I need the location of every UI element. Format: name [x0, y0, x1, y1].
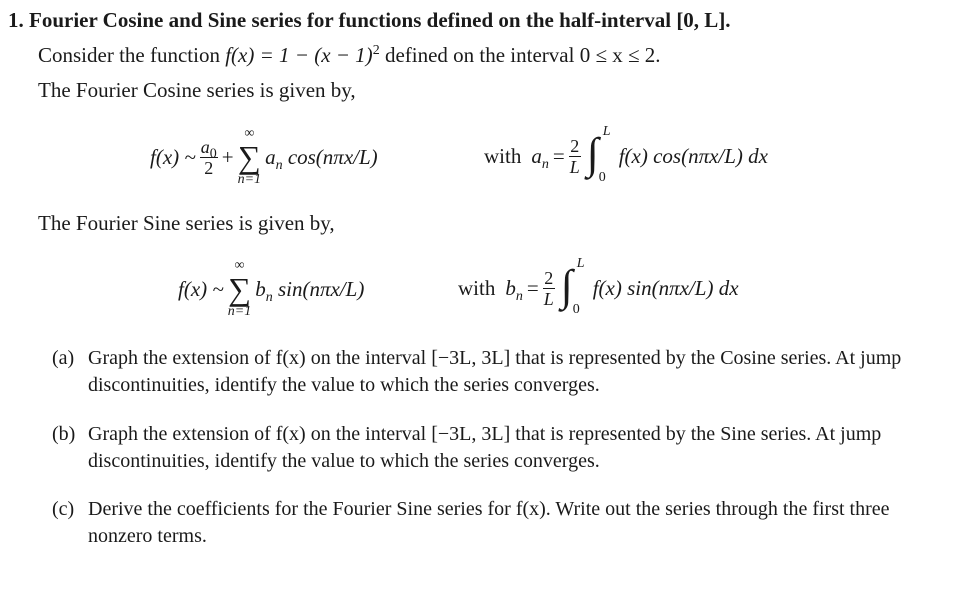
cosine-term-rest: cos(nπx/L): [287, 144, 378, 169]
part-b: [52, 421, 958, 475]
frac-num: 2: [570, 135, 580, 156]
cosine-summation: [238, 127, 261, 187]
problem-title-line: [8, 8, 731, 32]
sine-summation: [228, 259, 251, 319]
sine-series-equation: [176, 252, 366, 326]
sine-frac-den: L: [543, 288, 554, 309]
problem-title-interval: [0, L].: [676, 8, 731, 32]
problem-title: Fourier Cosine and Sine series for functions defined on the half-interval: [29, 8, 672, 32]
sum-upper-limit: ∞: [244, 126, 255, 141]
int-lower: 0: [598, 170, 606, 185]
cosine-coefficient-equation: [482, 118, 770, 194]
cosine-intro: The Fourier Cosine series is given by,: [38, 78, 356, 102]
part-b-label: (b): [52, 423, 76, 445]
bn-symbol: b: [255, 276, 266, 301]
a0-over-2: [200, 137, 218, 178]
sine-coefficient-equation: [456, 250, 741, 326]
sine-term-rest: sin(nπx/L): [277, 276, 365, 301]
coef-a: a: [531, 143, 542, 168]
sine-sum-lower: n=1: [227, 304, 252, 319]
sine-int-upper: L: [576, 256, 585, 271]
function-exponent: 2: [372, 43, 380, 58]
part-a: [52, 345, 958, 399]
sine-integrand: f(x) sin(nπx/L) dx: [592, 275, 739, 300]
a0-denominator: 2: [200, 157, 218, 178]
sine-intro: The Fourier Sine series is given by,: [38, 211, 335, 235]
cosine-term: [265, 144, 378, 173]
sine-int-lower: 0: [572, 302, 580, 317]
int-upper: L: [602, 124, 611, 139]
cosine-with: with: [484, 143, 522, 168]
coef-b: b: [505, 275, 516, 300]
cosine-coef: [531, 143, 549, 172]
plus-sign: +: [221, 144, 234, 169]
function-expression: f(x) = 1 − (x − 1): [225, 43, 373, 67]
two-over-L: [569, 136, 581, 177]
problem-number: 1.: [8, 8, 24, 32]
integral-icon: ∫ L 0: [560, 256, 585, 317]
bn-sub: n: [265, 289, 273, 305]
consider-text: Consider the function: [38, 43, 220, 67]
coef-b-sub: n: [515, 288, 523, 304]
coef-a-sub: n: [541, 156, 549, 172]
function-definition-line: [38, 43, 661, 67]
sine-frac-num: 2: [544, 267, 554, 288]
domain-text: defined on the interval 0 ≤ x ≤ 2.: [384, 43, 661, 67]
cosine-integrand: f(x) cos(nπx/L) dx: [618, 143, 768, 168]
part-a-text: Graph the extension of f(x) on the interval [−3L, 3L] that is represented by the Cosine series. At jump discontinuities, identify the value to which the series converges.: [88, 347, 902, 396]
frac-den: L: [569, 156, 580, 177]
part-c-label: (c): [52, 498, 75, 520]
sigma-icon: ∑: [237, 139, 261, 175]
part-c: [52, 496, 958, 550]
an-symbol: a: [265, 144, 276, 169]
sine-term: [255, 276, 365, 305]
sine-coef: [505, 275, 523, 304]
cosine-lhs: f(x) ~: [150, 144, 196, 169]
cosine-equals: =: [552, 143, 565, 168]
a0: a: [200, 136, 210, 157]
part-a-label: (a): [52, 347, 75, 369]
sine-sum-upper: ∞: [234, 258, 245, 273]
sigma-icon: ∑: [228, 271, 251, 307]
part-b-text: Graph the extension of f(x) on the interval [−3L, 3L] that is represented by the Sine series. At jump discontinuities, identify the value to which the series converges.: [88, 423, 882, 472]
a0-sub: 0: [209, 146, 217, 162]
integral-icon: ∫ L 0: [586, 124, 611, 185]
cosine-series-equation: [148, 120, 380, 194]
sine-two-over-L: [543, 268, 555, 309]
part-c-text: Derive the coefficients for the Fourier Sine series for f(x). Write out the series through the first three nonzero terms.: [88, 498, 890, 547]
sine-with: with: [458, 275, 496, 300]
sine-lhs: f(x) ~: [178, 276, 224, 301]
sum-lower-limit: n=1: [237, 172, 262, 187]
sine-equals: =: [526, 275, 539, 300]
an-sub: n: [275, 157, 283, 173]
